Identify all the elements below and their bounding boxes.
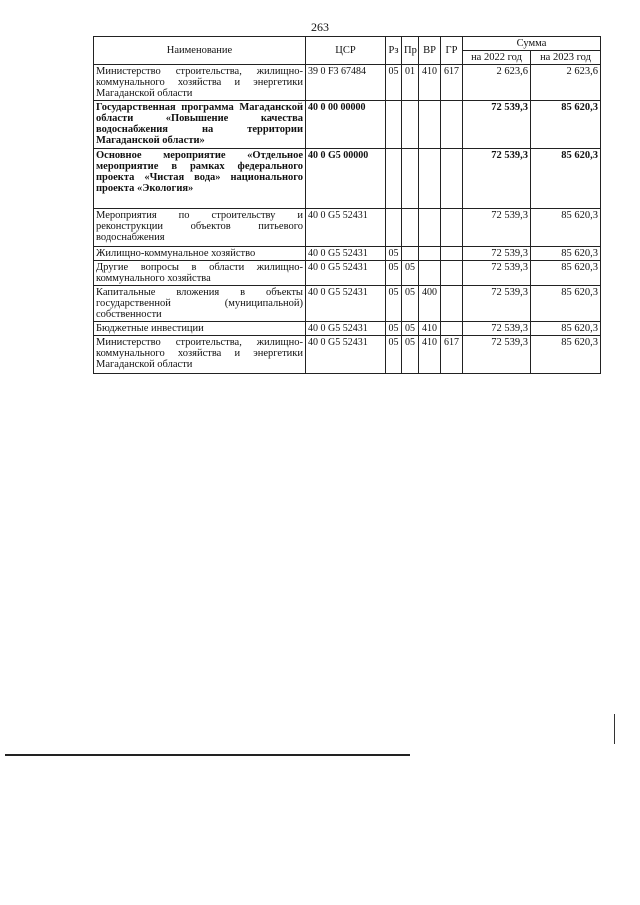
table-cell-name: Бюджетные инвестиции [94, 322, 306, 336]
table-cell-rz [386, 101, 402, 149]
table-cell-gr [441, 261, 463, 286]
table-cell-name: Основное мероприятие «Отдельное мероприятие в рамках федерального проекта «Чистая вода» национального проекта «Экология» [94, 149, 306, 209]
table-cell-sum-2022: 72 539,3 [463, 261, 531, 286]
header-name: Наименование [94, 37, 306, 65]
table-cell-rz: 05 [386, 322, 402, 336]
table-cell-pr [402, 101, 419, 149]
table-cell-name: Министерство строительства, жилищно-коммунального хозяйства и энергетики Магаданской области [94, 336, 306, 374]
table-cell-vr: 410 [419, 336, 441, 374]
table-cell-csr: 40 0 G5 00000 [306, 149, 386, 209]
table-cell-sum-2023: 2 623,6 [531, 65, 601, 101]
table-cell-csr: 40 0 G5 52431 [306, 261, 386, 286]
table-cell-sum-2022: 72 539,3 [463, 336, 531, 374]
table-cell-gr [441, 247, 463, 261]
table-cell-sum-2022: 72 539,3 [463, 322, 531, 336]
table-cell-csr: 40 0 G5 52431 [306, 209, 386, 247]
header-year-2023: на 2023 год [531, 51, 601, 65]
header-pr: Пр [402, 37, 419, 65]
margin-mark [614, 714, 615, 744]
table-cell-name: Государственная программа Магаданской области «Повышение качества водоснабжения на территории Магаданской области» [94, 101, 306, 149]
table-cell-pr [402, 149, 419, 209]
table-cell-gr: 617 [441, 65, 463, 101]
table-cell-sum-2023: 85 620,3 [531, 286, 601, 322]
header-csr: ЦСР [306, 37, 386, 65]
table-cell-gr [441, 286, 463, 322]
table-cell-rz [386, 149, 402, 209]
table-cell-rz: 05 [386, 336, 402, 374]
header-rz: Рз [386, 37, 402, 65]
header-year-2022: на 2022 год [463, 51, 531, 65]
table-cell-sum-2023: 85 620,3 [531, 261, 601, 286]
table-cell-vr [419, 101, 441, 149]
table-row [94, 261, 601, 286]
table-cell-pr: 05 [402, 336, 419, 374]
table-cell-sum-2022: 72 539,3 [463, 101, 531, 149]
table-row [94, 209, 601, 247]
table-cell-pr [402, 209, 419, 247]
table-cell-sum-2023: 85 620,3 [531, 336, 601, 374]
table-cell-vr: 400 [419, 286, 441, 322]
table-cell-rz: 05 [386, 286, 402, 322]
table-cell-pr: 05 [402, 322, 419, 336]
header-sum: Сумма [463, 37, 601, 51]
table-cell-sum-2022: 72 539,3 [463, 149, 531, 209]
table-cell-gr [441, 209, 463, 247]
table-cell-vr [419, 209, 441, 247]
table-cell-sum-2023: 85 620,3 [531, 149, 601, 209]
table-cell-sum-2023: 85 620,3 [531, 322, 601, 336]
header-gr: ГР [441, 37, 463, 65]
budget-table [93, 36, 601, 374]
footer-rule [5, 754, 410, 756]
table-cell-vr [419, 149, 441, 209]
table-cell-csr: 40 0 G5 52431 [306, 336, 386, 374]
table-cell-pr [402, 247, 419, 261]
table-cell-vr: 410 [419, 322, 441, 336]
table-cell-name: Капитальные вложения в объекты государственной (муниципальной) собственности [94, 286, 306, 322]
table-cell-sum-2022: 2 623,6 [463, 65, 531, 101]
table-cell-pr: 01 [402, 65, 419, 101]
table-row [94, 322, 601, 336]
table-row [94, 101, 601, 149]
table-row [94, 247, 601, 261]
table-cell-gr [441, 101, 463, 149]
table-cell-gr: 617 [441, 336, 463, 374]
table-cell-sum-2022: 72 539,3 [463, 209, 531, 247]
table-cell-csr: 39 0 F3 67484 [306, 65, 386, 101]
table-cell-sum-2022: 72 539,3 [463, 286, 531, 322]
table-row [94, 65, 601, 101]
table-cell-sum-2023: 85 620,3 [531, 247, 601, 261]
table-cell-name: Мероприятия по строительству и реконструкции объектов питьевого водоснабжения [94, 209, 306, 247]
table-cell-rz: 05 [386, 247, 402, 261]
table-cell-gr [441, 149, 463, 209]
table-cell-csr: 40 0 G5 52431 [306, 286, 386, 322]
table-row [94, 149, 601, 209]
table-cell-rz: 05 [386, 65, 402, 101]
table-cell-vr [419, 247, 441, 261]
table-cell-csr: 40 0 G5 52431 [306, 322, 386, 336]
table-cell-name: Жилищно-коммунальное хозяйство [94, 247, 306, 261]
table-cell-csr: 40 0 G5 52431 [306, 247, 386, 261]
header-vr: ВР [419, 37, 441, 65]
table-cell-sum-2023: 85 620,3 [531, 209, 601, 247]
table-cell-name: Другие вопросы в области жилищно-коммунального хозяйства [94, 261, 306, 286]
table-cell-sum-2022: 72 539,3 [463, 247, 531, 261]
table-cell-csr: 40 0 00 00000 [306, 101, 386, 149]
page-number: 263 [311, 20, 329, 34]
table-cell-sum-2023: 85 620,3 [531, 101, 601, 149]
table-row [94, 286, 601, 322]
table-cell-pr: 05 [402, 261, 419, 286]
table-cell-rz: 05 [386, 261, 402, 286]
table-cell-rz [386, 209, 402, 247]
table-cell-vr [419, 261, 441, 286]
table-cell-vr: 410 [419, 65, 441, 101]
table-row [94, 336, 601, 374]
table-cell-name: Министерство строительства, жилищно-коммунального хозяйства и энергетики Магаданской области [94, 65, 306, 101]
table-cell-pr: 05 [402, 286, 419, 322]
table-cell-gr [441, 322, 463, 336]
